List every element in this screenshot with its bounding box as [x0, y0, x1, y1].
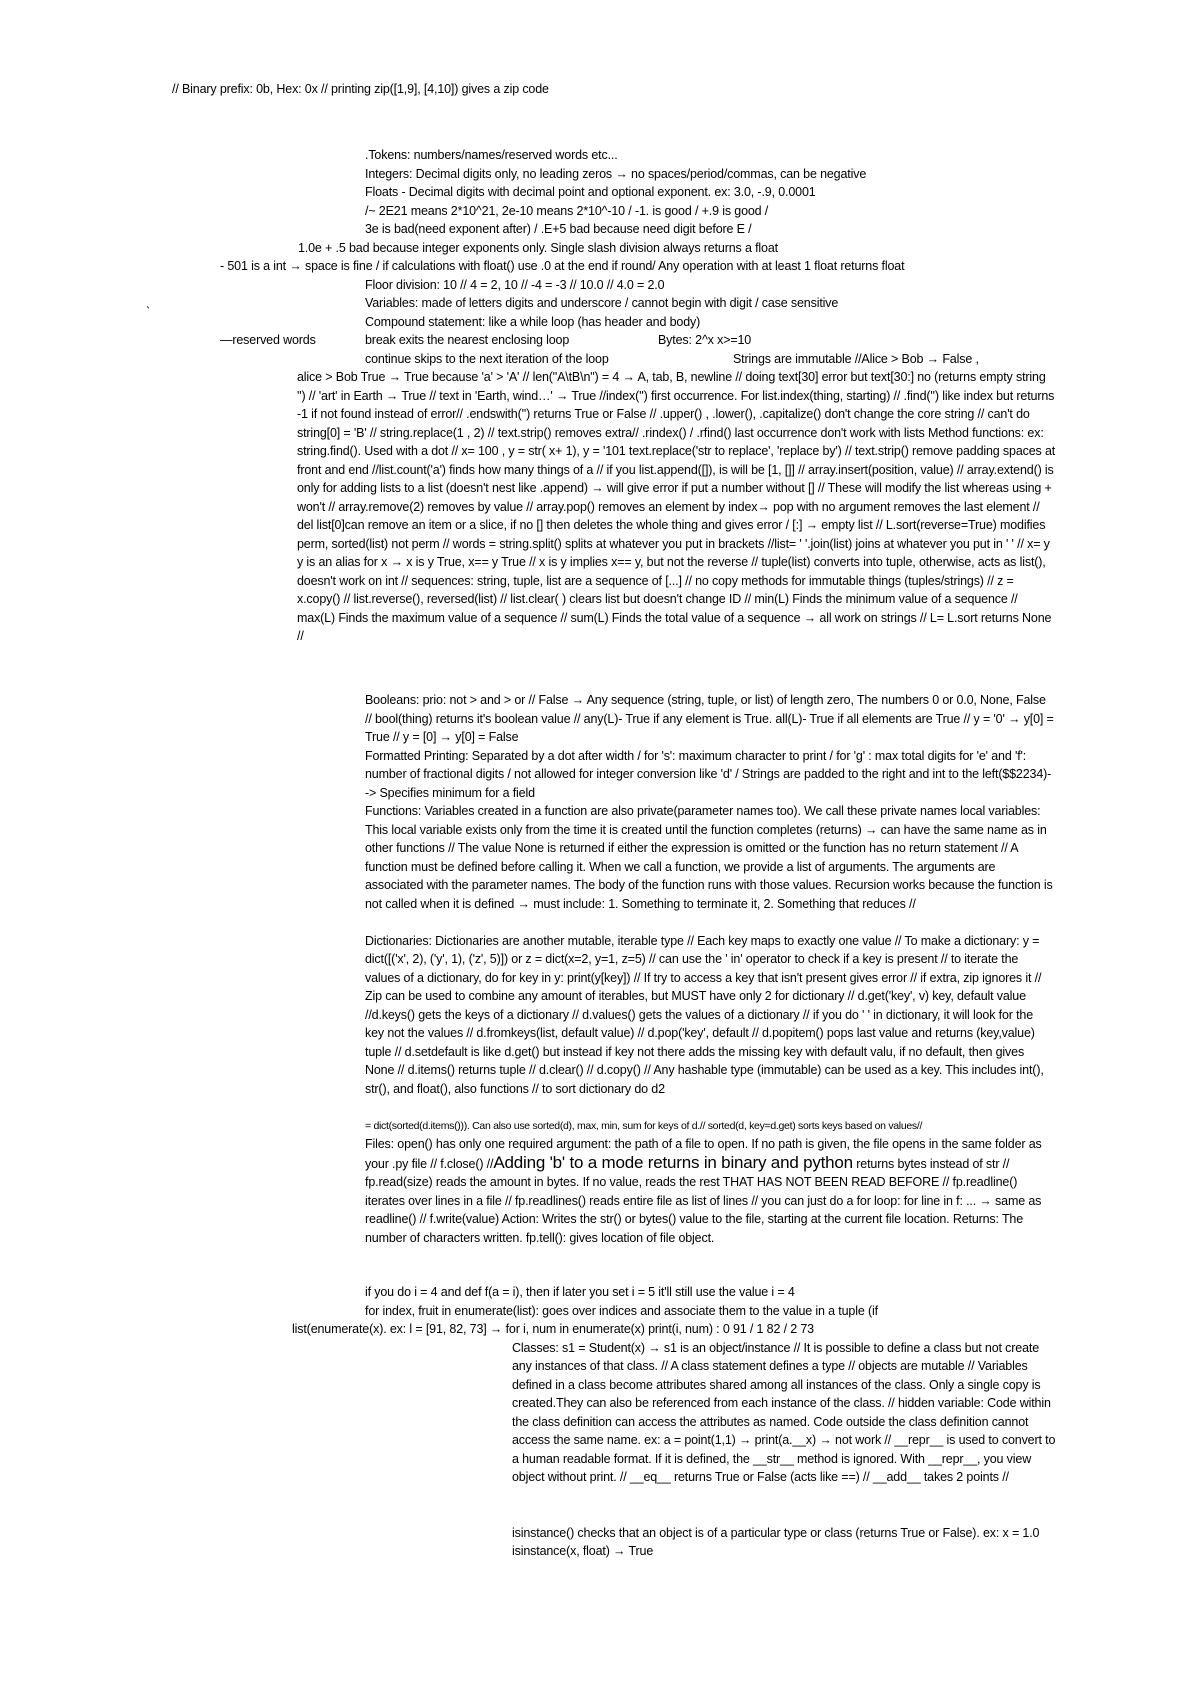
files-large-text: Adding 'b' to a mode returns in binary and python	[493, 1152, 853, 1172]
integer-exponent-line: 1.0e + .5 bad because integer exponents only. Single slash division always returns a float	[298, 240, 778, 255]
exponent-line: /~ 2E21 means 2*10^21, 2e-10 means 2*10^-10 / -1. is good / +.9 is good /	[365, 203, 769, 218]
formatted-printing-paragraph: Formatted Printing: Separated by a dot after width / for 's': maximum character to print / for 'g' : max total digits for 'e' and 'f': number of fractional digits / not allowed for integer conversion like 'd' / Strings are padded to the right and int to the left($$2234)--> Specifies minimum for a field	[365, 748, 1052, 800]
continue-line: continue skips to the next iteration of the loop	[365, 351, 609, 366]
variables-line: Variables: made of letters digits and underscore / cannot begin with digit / case sensitive	[365, 296, 839, 310]
booleans-paragraph: Booleans: prio: not > and > or // False → Any sequence (string, tuple, or list) of length zero, The numbers 0 or 0.0, None, False // bool(thing) returns it's boolean value // any(L)- True if any element is True. all(L)- True if all elements are True // y = '0' → y[0] = True // y = [0] → y[0] = False	[365, 693, 1054, 744]
functions-paragraph: Functions: Variables created in a function are also private(parameter names too). We call these private names local variables: This local variable exists only from the time it is created until the function completes (returns) → can have the same name as in other functions // The value None is returned if either the expression is omitted or the function has no return statement // A function must be defined before calling it. When we call a function, we provide a list of arguments. The arguments are associated with the parameter names. The body of the function runs with those values. Recursion works because the function is not called when it is defined → must include: 1. Something to terminate it, 2. Something that reduces //	[365, 804, 1053, 911]
bytes-line: Bytes: 2^x x>=10	[658, 333, 752, 347]
files-text-rest: returns bytes instead of str // fp.read(size) reads the amount in bytes. If no value, reads the rest THAT HAS NOT BEEN READ BEFORE // fp.readline() iterates over lines in a file // fp.readlines() reads entire file as list of lines // you can just do a for loop: for line in f: ... → same as readline() // f.write(value) Action: Writes the str() or bytes() value to the file, starting at the current file location. Returns: The number of characters written. fp.tell(): gives location of file object.	[365, 1156, 1042, 1245]
scope-line: if you do i = 4 and def f(a = i), then if later you set i = 5 it'll still use the value i = 4	[365, 1285, 795, 1299]
files-text-start: Files: open() has only one required argument: the path of a file to open. If no path is given, the file opens in the same folder as your .py file // f.close() //	[365, 1137, 1042, 1171]
compound-statement-line: Compound statement: like a while loop (has header and body)	[365, 314, 701, 329]
dictionaries-paragraph: Dictionaries: Dictionaries are another mutable, iterable type // Each key maps to exactly one value // To make a dictionary: y = dict([('x', 2), ('y', 1), ('z', 5)]) or z = dict(x=2, y=1, z=5) // can use the ' in' operator to check if a key is present // to iterate the values of a dictionary, do for key in y: print(y[key]) // If try to access a key that isn't present gives error // if extra, zip ignores it // Zip can be used to combine any amount of iterables, but MUST have only 2 for dictionary // d.get('key', v) key, default value //d.keys() gets the keys of a dictionary // d.values() gets the values of a dictionary // if you do ' ' in dictionary, it will look for the key not the values // d.fromkeys(list, default value) // d.pop('key', default // d.popitem() pops last value and returns (key,value) tuple // d.setdefault is like d.get() but instead if key not there adds the missing key with default valu, if no default, then gives None // d.items() returns tuple // d.clear() // d.copy() // Any hashable type (immutable) can be used as a key. This includes int(), str(), and float(), also functions // to sort dictionary do d2	[365, 933, 1044, 1096]
enumerate-example-line: list(enumerate(x). ex: l = [91, 82, 73] → for i, num in enumerate(x) print(i, num) : 0 91 / 1 82 / 2 73	[292, 1322, 814, 1336]
files-paragraph	[365, 1135, 1055, 1247]
reserved-words-label: —reserved words	[220, 333, 316, 347]
floats-line: Floats - Decimal digits with decimal point and optional exponent. ex: 3.0, -.9, 0.0001	[365, 185, 816, 199]
stray-mark: `	[146, 305, 151, 319]
classes-paragraph: Classes: s1 = Student(x) → s1 is an object/instance // It is possible to define a class but not create any instances of that class. // A class statement defines a type // objects are mutable // Variables defined in a class become attributes shared among all instances of the class. Only a single copy is created.They can also be referenced from each instance of the class. // hidden variable: Code within the class definition can access the attributes as named. Code outside the class definition cannot access the same name. ex: a = point(1,1) → print(a.__x) → not work // __repr__ is used to convert to a human readable format. If it is defined, the __str__ method is ignored. With __repr__, you view object without print. // __eq__ returns True or False (acts like ==) // __add__ takes 2 points //	[512, 1340, 1056, 1484]
strings-immutable-line: Strings are immutable //Alice > Bob → False ,	[733, 351, 979, 366]
strings-paragraph: alice > Bob True → True because 'a' > 'A' // len("A\tB\n") = 4 → A, tab, B, newline // doing text[30] error but text[30:] no (returns empty string '') // 'art' in Earth → True // text in 'Earth, wind…' → True //index('') first occurrence. For list.index(thing, starting) // .find('') like index but returns -1 if not found instead of error// .endswith('') returns True or False // .upper() , .lower(), .capitalize() don't change the core string // can't do string[0] = 'B' // string.replace(1 , 2) // text.strip() removes extra// .rindex() / .rfind() last occurrence don't work with lists Method functions: ex: string.find(). Used with a dot // x= 100 , y = str( x+ 1), y = '101 text.replace('str to replace', 'replace by') // text.strip() remove padding spaces at front and end //list.count('a') finds how many things of a // if you list.append([]), is will be [1, []] // array.insert(position, value) // array.extend() is only for adding lists to a list (doesn't nest like .append) → will give error if put a number without [] // These will modify the list whereas using + won't // array.remove(2) removes by value // array.pop() removes an element by index→ pop with no argument removes the last element // del list[0]can remove an item or a slice, if no [] then deletes the whole thing and gives error / [:] → empty list // L.sort(reverse=True) modifies perm, sorted(list) not perm // words = string.split() splits at whatever you put in brackets //list= ' '.join(list) joins at whatever you put in ' ' // x= y y is an alias for x → x is y True, x== y True // x is y implies x== y, but not the reverse // tuple(list) converts into tuple, otherwise, acts as list(), doesn't work on int // sequences: string, tuple, list are a sequence of [...] // no copy methods for immutable things (tuples/strings) // z = x.copy() // list.reverse(), reversed(list) // list.clear( ) clears list but doesn't change ID // min(L) Finds the minimum value of a sequence // max(L) Finds the maximum value of a sequence // sum(L) Finds the total value of a sequence → all work on strings // L= L.sort returns None //	[297, 370, 1056, 643]
isinstance-paragraph: isinstance() checks that an object is of a particular type or class (returns True or False). ex: x = 1.0 isinstance(x, float) → True	[512, 1525, 1040, 1558]
dictionaries-small-line: = dict(sorted(d.items())). Can also use sorted(d), max, min, sum for keys of d.// sorted(d, key=d.get) sorts keys based on values//	[365, 1120, 923, 1132]
integers-line: Integers: Decimal digits only, no leading zeros → no spaces/period/commas, can be negative	[365, 166, 867, 181]
bad-exponent-line: 3e is bad(need exponent after) / .E+5 bad because need digit before E /	[365, 222, 752, 236]
floor-division-line: Floor division: 10 // 4 = 2, 10 // -4 = -3 // 10.0 // 4.0 = 2.0	[365, 277, 665, 292]
break-line: break exits the nearest enclosing loop	[365, 333, 570, 347]
header-line: // Binary prefix: 0b, Hex: 0x // printing zip([1,9], [4,10]) gives a zip code	[172, 82, 549, 96]
enumerate-line: for index, fruit in enumerate(list): goes over indices and associate them to the value in a tuple (if	[365, 1303, 878, 1318]
int-space-line: - 501 is a int → space is fine / if calculations with float() use .0 at the end if round/ Any operation with at least 1 float returns float	[220, 259, 905, 273]
tokens-line: .Tokens: numbers/names/reserved words etc...	[365, 148, 618, 162]
